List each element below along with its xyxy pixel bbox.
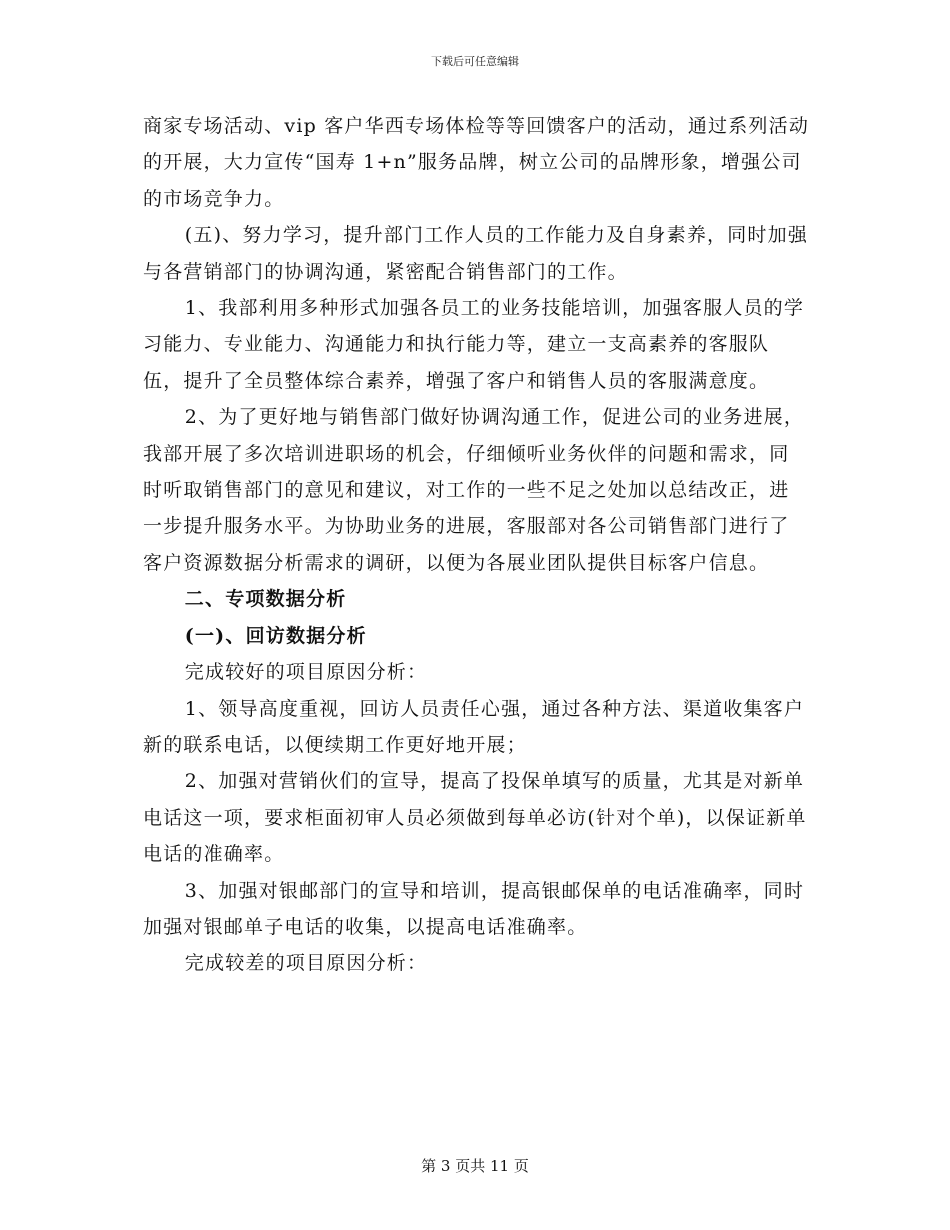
paragraph-4: 2、为了更好地与销售部门做好协调沟通工作，促进公司的业务进展，我部开展了多次培训进职场的机会，仔细倾听业务伙伴的问题和需求，同时听取销售部门的意见和建议，对工作的一些不足之处加以总结改正，进一步提升服务水平。为协助业务的进展，客服部对各公司销售部门进行了客户资源数据分析需求的调研，以便为各展业团队提供目标客户信息。 [143,406,805,574]
paragraph-7: 2、加强对营销伙们的宣导，提高了投保单填写的质量，尤其是对新单电话这一项，要求柜面初审人员必须做到每单必访(针对个单)，以保证新单电话的准确率。 [143,770,807,866]
paragraph-5: 完成较好的项目原因分析： [184,661,428,684]
page-header-note: 下载后可任意编辑 [431,55,519,68]
subsection-heading-1: (一)、回访数据分析 [184,624,367,647]
paragraph-2: (五)、努力学习，提升部门工作人员的工作能力及自身素养，同时加强与各营销部门的协调沟通，紧密配合销售部门的工作。 [143,224,809,283]
paragraph-3: 1、我部利用多种形式加强各员工的业务技能培训，加强客服人员的学习能力、专业能力、沟通能力和执行能力等，建立一支高素养的客服队伍，提升了全员整体综合素养，增强了客户和销售人员的客服满意度。 [143,297,805,392]
page-footer-number: 第 3 页共 11 页 [421,1157,529,1175]
section-heading-2: 二、专项数据分析 [184,588,347,611]
document-body [143,108,809,982]
paragraph-6: 1、领导高度重视，回访人员责任心强，通过各种方法、渠道收集客户新的联系电话，以便续期工作更好地开展； [143,697,805,756]
paragraph-1: 商家专场活动、vip 客户华西专场体检等等回馈客户的活动，通过系列活动的开展，大力宣传“国寿 1+n”服务品牌，树立公司的品牌形象，增强公司的市场竞争力。 [143,115,810,210]
paragraph-9: 完成较差的项目原因分析： [184,952,428,975]
paragraph-8: 3、加强对银邮部门的宣导和培训，提高银邮保单的电话准确率，同时加强对银邮单子电话的收集，以提高电话准确率。 [143,879,805,938]
